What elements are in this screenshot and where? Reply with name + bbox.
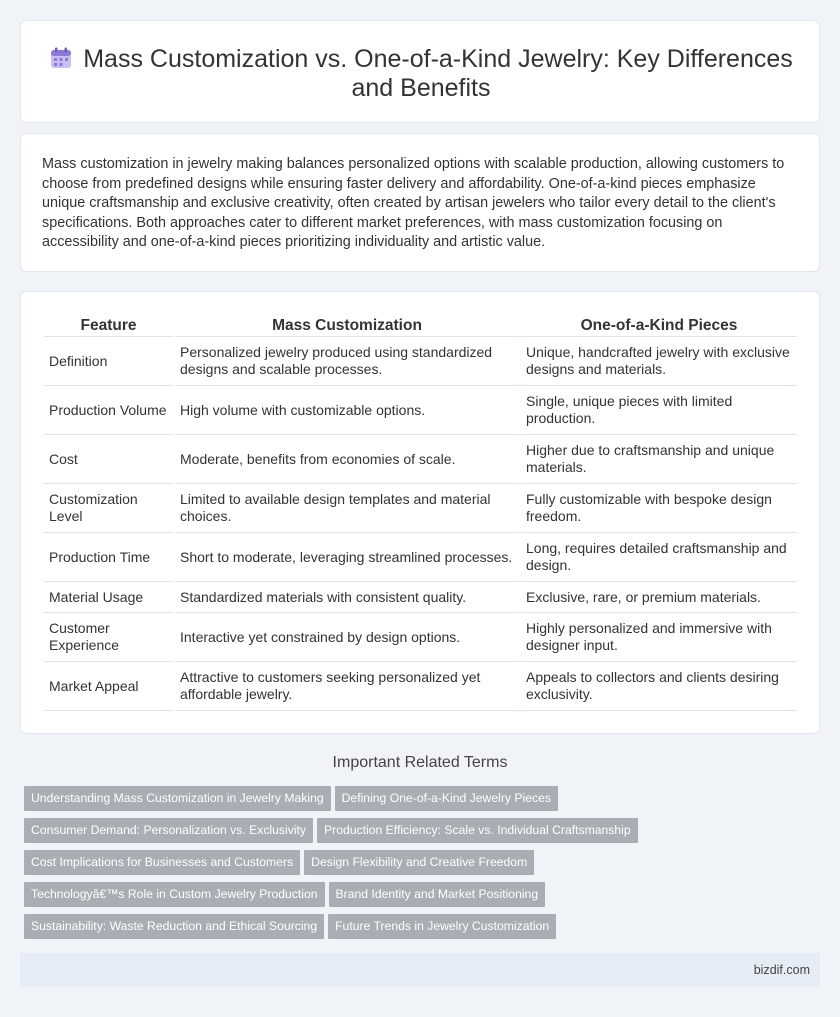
row-one: Unique, handcrafted jewelry with exclusive designs and materials.: [521, 337, 797, 386]
related-term-tag[interactable]: Sustainability: Waste Reduction and Ethical Sourcing: [24, 914, 324, 939]
row-mass: Moderate, benefits from economies of scale.: [175, 435, 519, 484]
related-term-tag[interactable]: Design Flexibility and Creative Freedom: [304, 850, 534, 875]
page-title: [21, 45, 821, 103]
table-row: [44, 435, 797, 484]
row-one: Appeals to collectors and clients desiring exclusivity.: [521, 662, 797, 711]
row-mass: Attractive to customers seeking personalized yet affordable jewelry.: [175, 662, 519, 711]
row-one: Highly personalized and immersive with designer input.: [521, 613, 797, 662]
row-feature: Customization Level: [44, 484, 173, 533]
row-mass: Limited to available design templates and material choices.: [175, 484, 519, 533]
title-card: [20, 20, 820, 123]
row-feature: Production Volume: [44, 386, 173, 435]
row-one: Long, requires detailed craftsmanship and design.: [521, 533, 797, 582]
row-feature: Market Appeal: [44, 662, 173, 711]
row-mass: High volume with customizable options.: [175, 386, 519, 435]
related-term-tag[interactable]: Production Efficiency: Scale vs. Individual Craftsmanship: [317, 818, 638, 843]
header-mass-customization: Mass Customization: [175, 315, 519, 337]
row-one: Higher due to craftsmanship and unique materials.: [521, 435, 797, 484]
footer: [20, 953, 820, 987]
row-feature: Material Usage: [44, 582, 173, 613]
table-row: [44, 533, 797, 582]
calendar-icon: [49, 46, 73, 70]
title-line-2: and Benefits: [351, 74, 491, 102]
row-feature: Customer Experience: [44, 613, 173, 662]
row-mass: Short to moderate, leveraging streamlined processes.: [175, 533, 519, 582]
related-term-tag[interactable]: Technologyâ€™s Role in Custom Jewelry Production: [24, 882, 325, 907]
row-feature: Cost: [44, 435, 173, 484]
footer-site-link[interactable]: bizdif.com: [753, 963, 810, 977]
row-feature: Production Time: [44, 533, 173, 582]
intro-paragraph: Mass customization in jewelry making balances personalized options with scalable production, allowing customers to choose from predefined designs while ensuring faster delivery and affordability. One-of-a-kind pieces emphasize unique craftsmanship and exclusive creativity, often created by artisan jewelers who tailor every detail to the client's specifications. Both approaches cater to different market preferences, with mass customization focusing on accessibility and one-of-a-kind pieces prioritizing individuality and artistic value.: [42, 156, 785, 250]
table-header-row: [44, 315, 797, 337]
related-term-tag[interactable]: Future Trends in Jewelry Customization: [328, 914, 556, 939]
table-row: [44, 662, 797, 711]
row-mass: Standardized materials with consistent quality.: [175, 582, 519, 613]
table-row: [44, 337, 797, 386]
table-row: [44, 386, 797, 435]
header-one-of-a-kind: One-of-a-Kind Pieces: [521, 315, 797, 337]
table-row: [44, 582, 797, 613]
comparison-table: [42, 315, 799, 711]
related-terms-heading: Important Related Terms: [332, 754, 508, 771]
related-term-tag[interactable]: Defining One-of-a-Kind Jewelry Pieces: [335, 786, 558, 811]
row-mass: Interactive yet constrained by design options.: [175, 613, 519, 662]
related-term-tag[interactable]: Consumer Demand: Personalization vs. Exclusivity: [24, 818, 313, 843]
row-feature: Definition: [44, 337, 173, 386]
comparison-table-card: [20, 291, 820, 734]
related-term-tag[interactable]: Brand Identity and Market Positioning: [329, 882, 546, 907]
row-mass: Personalized jewelry produced using standardized designs and scalable processes.: [175, 337, 519, 386]
row-one: Single, unique pieces with limited production.: [521, 386, 797, 435]
related-terms-list: [24, 786, 824, 946]
row-one: Exclusive, rare, or premium materials.: [521, 582, 797, 613]
related-term-tag[interactable]: Understanding Mass Customization in Jewelry Making: [24, 786, 331, 811]
table-row: [44, 613, 797, 662]
header-feature: Feature: [44, 315, 173, 337]
related-term-tag[interactable]: Cost Implications for Businesses and Customers: [24, 850, 300, 875]
table-row: [44, 484, 797, 533]
intro-card: [20, 133, 820, 272]
row-one: Fully customizable with bespoke design freedom.: [521, 484, 797, 533]
title-line-1: Mass Customization vs. One-of-a-Kind Jewelry: Key Differences: [83, 45, 793, 73]
